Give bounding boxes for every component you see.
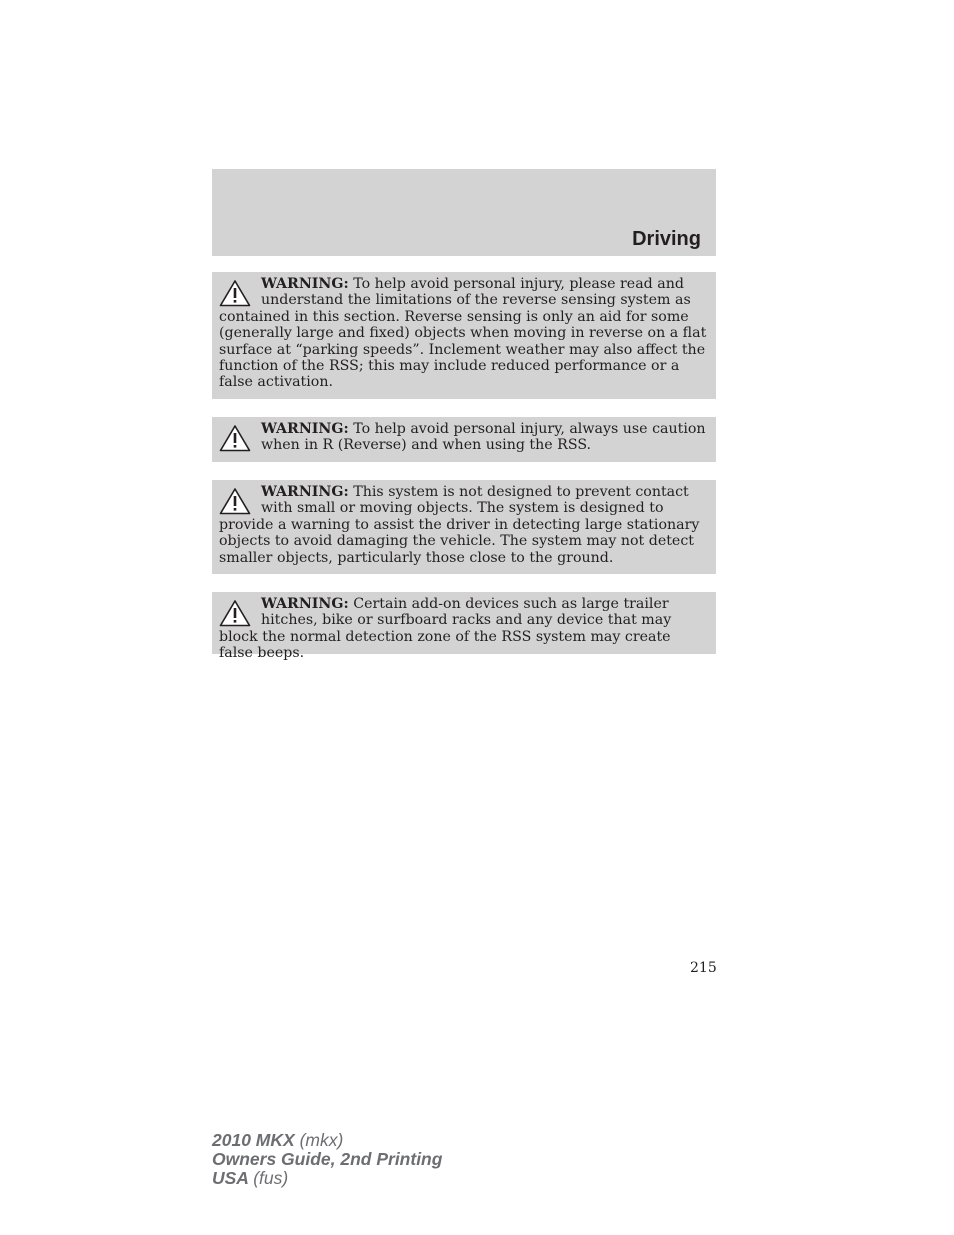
warning-triangle-icon [219,599,251,627]
warning-box [212,480,716,574]
warning-triangle-icon [219,424,251,452]
warning-text: Certain add-on devices such as large trailer hitches, bike or surfboard racks and any device that may block the normal detection zone of the RSS system may create false beeps. [219,596,672,662]
section-title: Driving [632,228,701,250]
warning-triangle-icon [219,279,251,307]
warning-label: WARNING: [261,596,349,612]
footer-publication-info [212,1131,442,1188]
footer-market: USA [212,1168,249,1188]
warning-box [212,417,716,462]
warning-box [212,272,716,399]
warning-text: To help avoid personal injury, always use caution when in R (Reverse) and when using the RSS. [261,421,706,454]
page-number: 215 [690,960,717,976]
warning-label: WARNING: [261,484,349,500]
warning-triangle-icon [219,487,251,515]
section-header-band [212,169,716,256]
footer-model: 2010 MKX [212,1130,295,1150]
footer-line-market [212,1169,442,1188]
warning-label: WARNING: [261,276,349,292]
warning-label: WARNING: [261,421,349,437]
footer-market-code: (fus) [253,1168,289,1188]
warning-text: This system is not designed to prevent contact with small or moving objects. The system is designed to provide a warning to assist the driver in detecting large stationary objects to avoid damaging the vehicle. The system may not detect smaller objects, particularly those close to the ground. [219,484,700,566]
warning-box [212,592,716,662]
footer-line-model [212,1131,442,1150]
footer-model-code: (mkx) [299,1130,344,1150]
footer-line-guide: Owners Guide, 2nd Printing [212,1149,443,1169]
warning-text: To help avoid personal injury, please read and understand the limitations of the reverse sensing system as contained in this section. Reverse sensing is only an aid for some (generally large and fixed) objects when moving in reverse on a flat surface at “parking speeds”. Inclement weather may also affect the function of the RSS; this may include reduced performance or a false activation. [219,276,707,391]
